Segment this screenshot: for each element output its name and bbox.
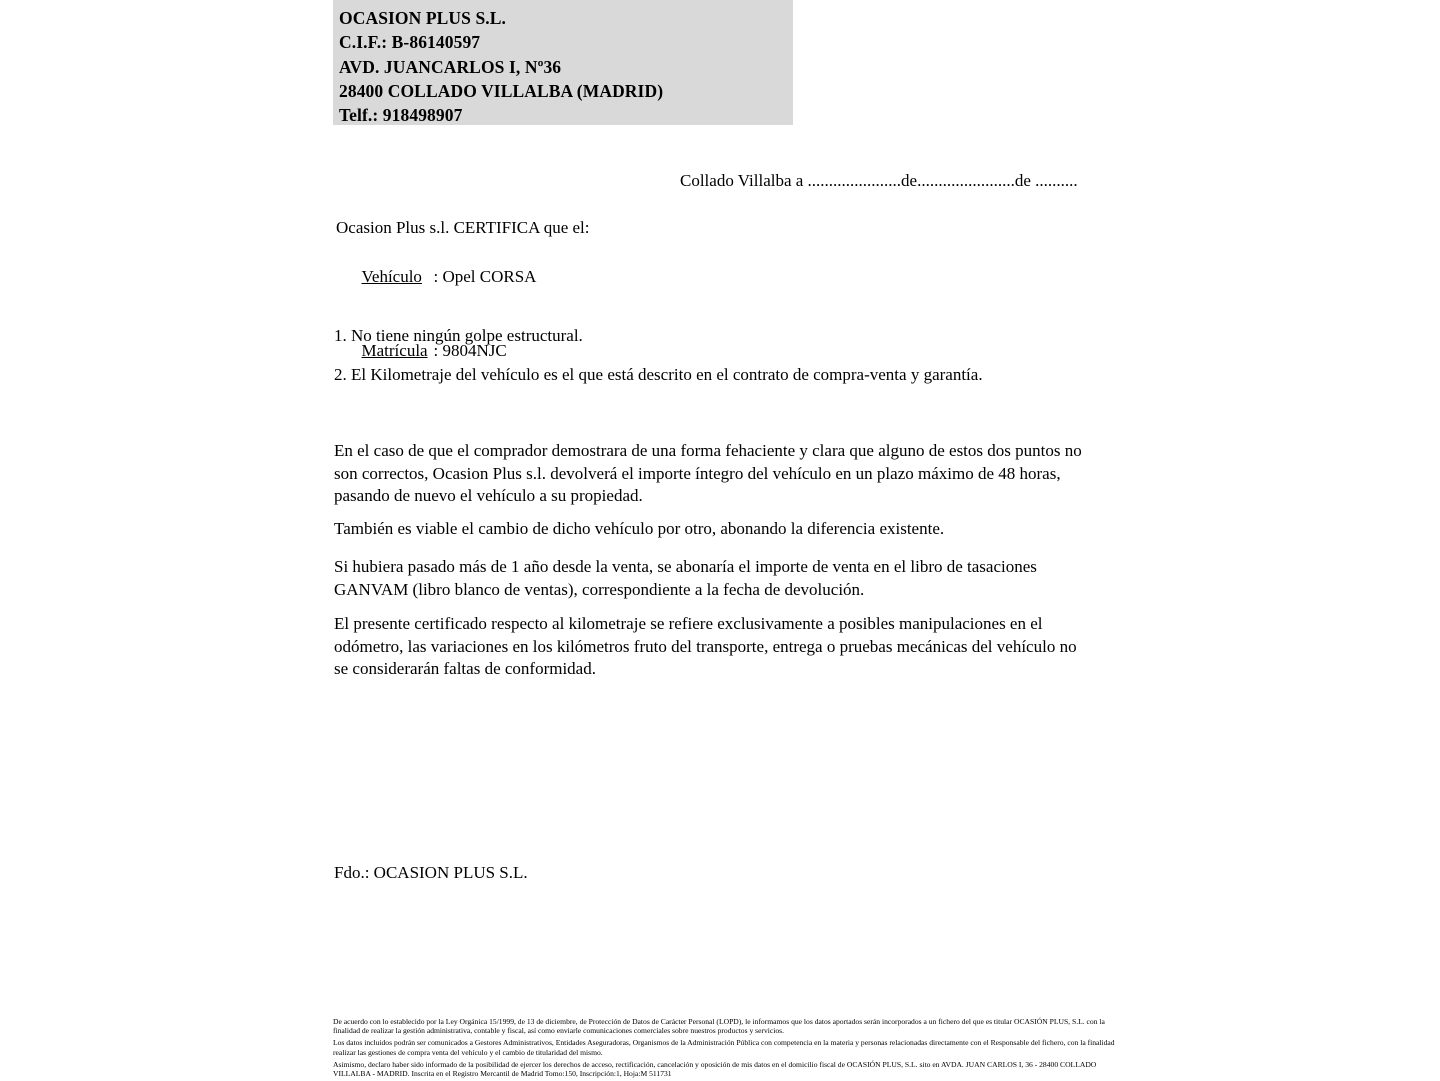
company-name: OCASION PLUS S.L. [339,8,507,28]
body-paragraph-2: También es viable el cambio de dicho vehículo por otro, abonando la diferencia existente. [334,519,945,538]
legal-paragraph-2: Los datos incluidos podrán ser comunicados a Gestores Administrativos, Entidades Aseguradoras, Organismos de la Administración Pública con competencia en la materia y personas relacionadas directamente con el Responsable del fichero, con la finalidad realizar las gestiones de compra venta del vehículo y el cambio de titularidad del mismo. [333,1038,1115,1057]
date-line: Collado Villalba a ......................de.......................de .......... [680,171,1078,190]
company-street: AVD. JUANCARLOS I, Nº36 [339,56,562,77]
legal-paragraph-3: Asimismo, declaro haber sido informado de la posibilidad de ejercer los derechos de acceso, rectificación, cancelación y oposición de mis datos en el domicilio fiscal de OCASIÓN PLUS, S.L. sito en AVDA. JUAN CARLOS I, 36 - 28400 COLLADO VILLALBA - MADRID. Inscrita en el Registro Mercantil de Madrid Tomo:150, Inscripción:1, Hoja:M 511731 [333,1059,1097,1079]
plate-value: : 9804NJC [433,340,507,360]
certification-intro: Ocasion Plus s.l. CERTIFICA que el: [336,218,590,237]
signature-line: Fdo.: OCASION PLUS S.L. [334,863,528,882]
certification-block [336,216,590,388]
company-city: 28400 COLLADO VILLALBA (MADRID) [339,80,664,101]
legal-paragraph-1: De acuerdo con lo establecido por la Ley Orgánica 15/1999, de 13 de diciembre, de Protección de Datos de Carácter Personal (LOPD), le informamos que los datos aportados serán incorporados a un fichero del que es titular OCASIÓN PLUS, S.L. con la finalidad de realizar la gestión administrativa, contable y fiscal, así como enviarle comunicaciones comerciales sobre nuestros productos y servicios. [333,1017,1105,1036]
vehicle-label: Vehículo [361,267,422,286]
company-phone: Telf.: 918498907 [339,105,463,126]
legal-notice [333,1017,1123,1081]
company-letterhead [333,0,793,125]
company-cif: C.I.F.: B-86140597 [339,32,481,53]
body-paragraph-1: En el caso de que el comprador demostrara de una forma fehaciente y clara que alguno de estos dos puntos no son correctos, Ocasion Plus s.l. devolverá el importe íntegro del vehículo en un plazo máximo de 48 horas, pasando de nuevo el vehículo a su propiedad. [334,441,1082,505]
point-item-2: 2. El Kilometraje del vehículo es el que está descrito en el contrato de compra-venta y garantía. [334,365,983,384]
vehicle-value: : Opel CORSA [433,267,537,286]
point-item-1: 1. No tiene ningún golpe estructural. [334,326,583,345]
body-paragraph-4: El presente certificado respecto al kilometraje se refiere exclusivamente a posibles manipulaciones en el odómetro, las variaciones en los kilómetros fruto del transporte, entrega o pruebas mecánicas del vehículo no se considerarán faltas de conformidad. [334,614,1077,678]
body-paragraph-3: Si hubiera pasado más de 1 año desde la venta, se abonaría el importe de venta en el libro de tasaciones GANVAM (libro blanco de ventas), correspondiente a la fecha de devolución. [334,557,1037,599]
vehicle-row [336,241,590,315]
plate-label: Matrícula [361,340,428,360]
